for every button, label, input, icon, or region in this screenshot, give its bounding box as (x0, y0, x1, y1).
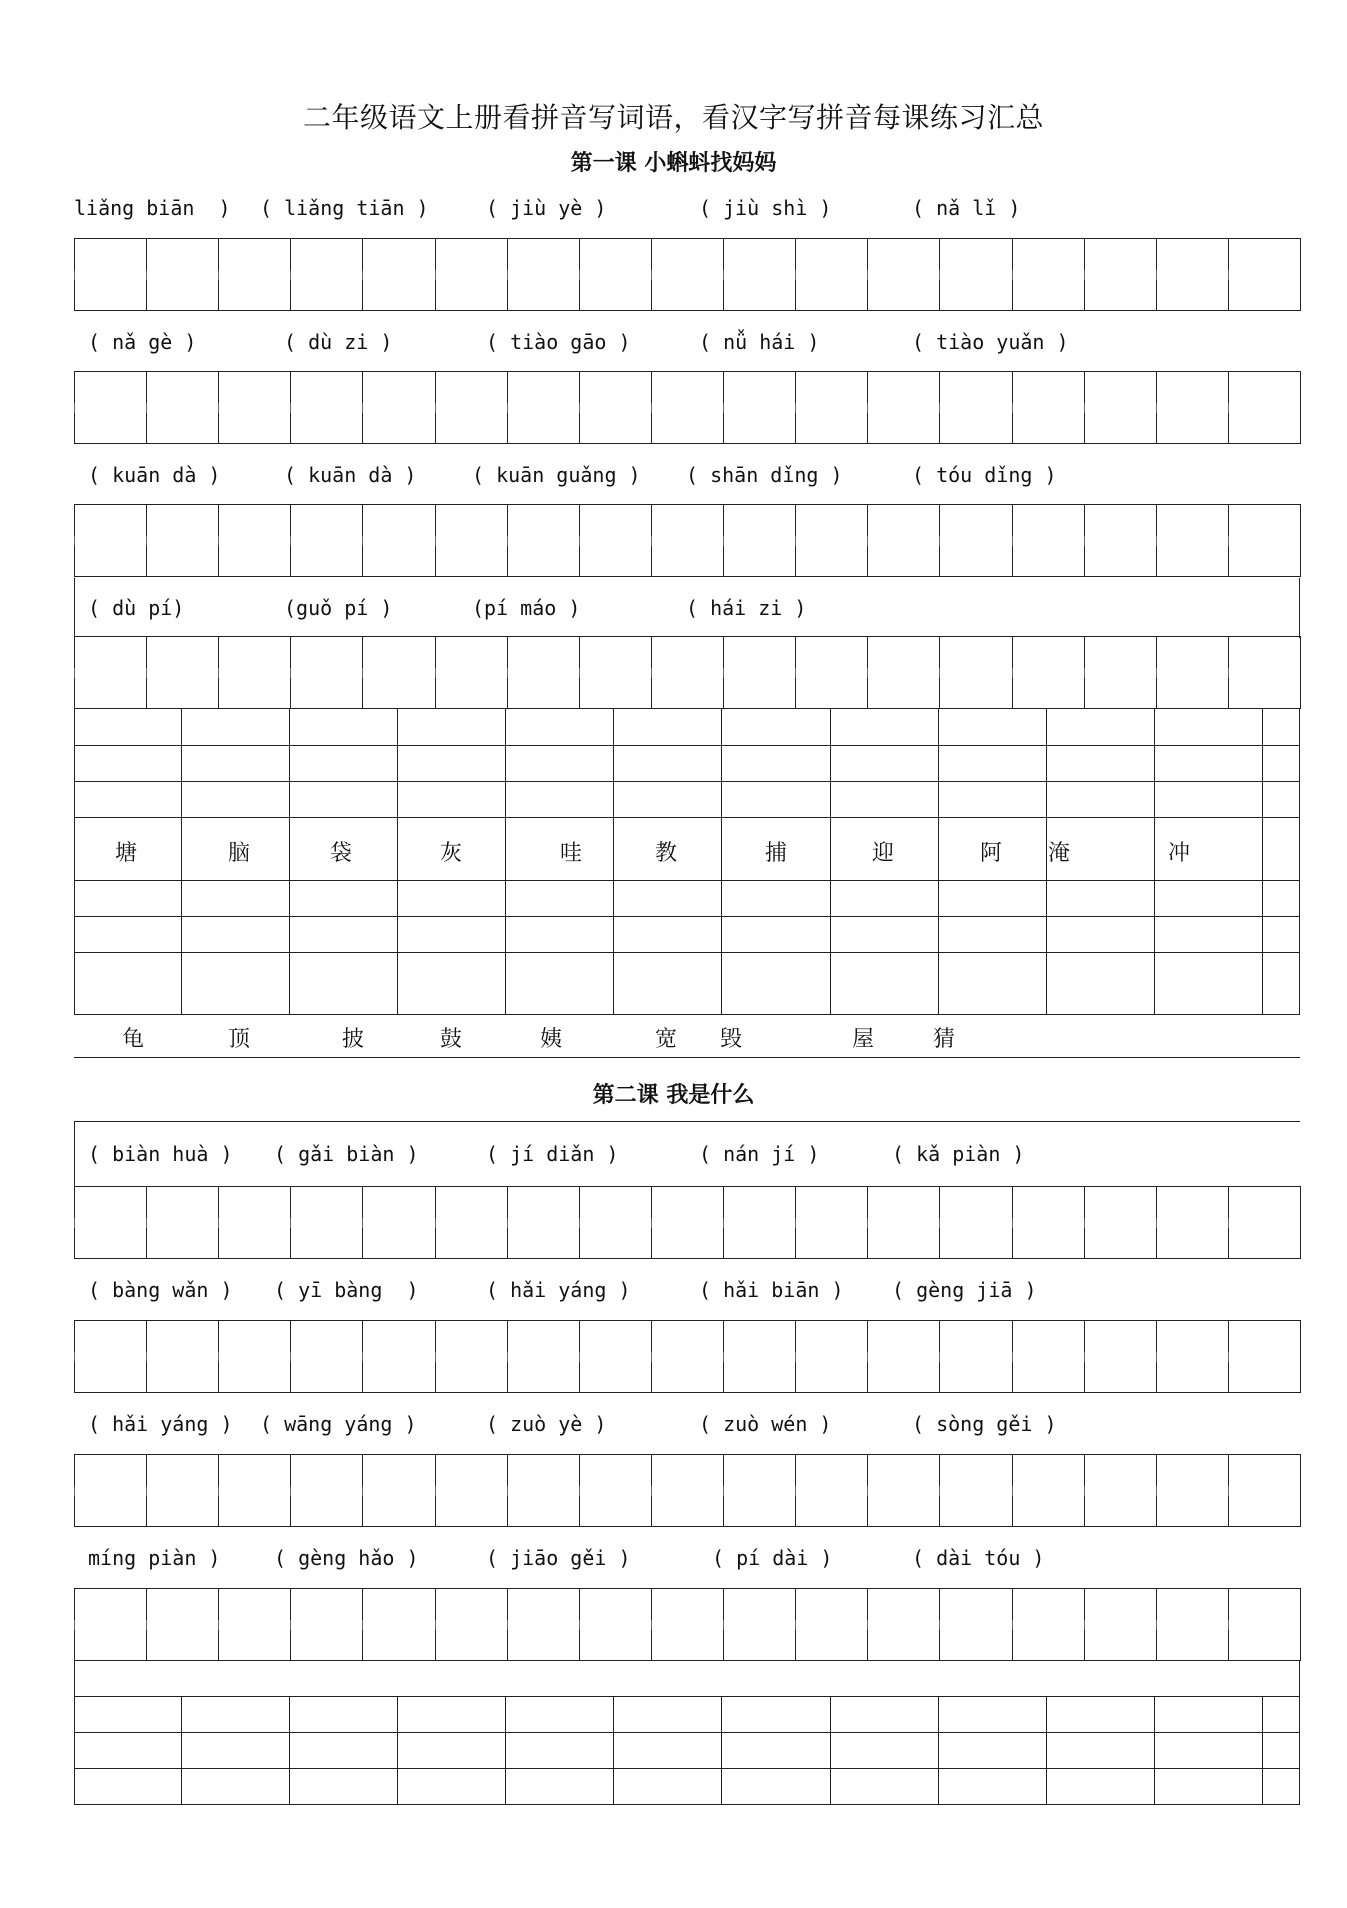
writing-grid (74, 1320, 1301, 1393)
hanzi-char: 鼓 (440, 1027, 463, 1052)
pinyin-item: ( bàng wǎn ) (88, 1278, 233, 1302)
hanzi-char: 袋 (330, 841, 353, 866)
lesson1-pinyin-row (74, 196, 1294, 232)
pinyin-item: ( kuān dà ) (284, 463, 417, 487)
hanzi-char: 猜 (933, 1027, 956, 1052)
hanzi-char: 哇 (560, 841, 583, 866)
hanzi-char: 淹 (1048, 841, 1071, 866)
pinyin-item: (pí máo ) (472, 596, 581, 620)
pinyin-item: ( kuān guǎng ) (472, 463, 641, 487)
writing-grid (74, 1186, 1301, 1259)
pinyin-item: ( nán jí ) (699, 1142, 820, 1166)
hanzi-char: 脑 (228, 841, 251, 866)
lesson2-pinyin-row (74, 1278, 1294, 1314)
pinyin-item: ( jiù shì ) (699, 196, 832, 220)
lesson2-pinyin-row (74, 1412, 1294, 1448)
pinyin-item: ( dài tóu ) (912, 1546, 1045, 1570)
hanzi-char: 塘 (115, 841, 138, 866)
page-title: 二年级语文上册看拼音写词语，看汉字写拼音每课练习汇总 (302, 101, 1044, 134)
hanzi-char: 姨 (540, 1027, 563, 1052)
hanzi-char: 捕 (765, 841, 788, 866)
lesson1-pinyin-row (74, 463, 1294, 499)
pinyin-item: ( liǎng tiān ) (260, 196, 429, 220)
pinyin-item: ( tiào gāo ) (486, 330, 631, 354)
writing-grid (74, 504, 1301, 577)
writing-grid (74, 636, 1301, 709)
hanzi-char: 宽 (655, 1027, 678, 1052)
hanzi-char: 顶 (228, 1027, 251, 1052)
hanzi-char: 毁 (720, 1027, 743, 1052)
pinyin-item: ( dù zi ) (284, 330, 393, 354)
lesson1-pinyin-row (74, 596, 1294, 632)
pinyin-item: ( zuò yè ) (486, 1412, 607, 1436)
pinyin-item: ( shān dǐng ) (686, 463, 843, 487)
pinyin-item: ( tóu dǐng ) (912, 463, 1057, 487)
pinyin-item: ( dù pí) (88, 596, 185, 620)
pinyin-item: ( zuò wén ) (699, 1412, 832, 1436)
pinyin-item: ( jí diǎn ) (486, 1142, 619, 1166)
hanzi-char: 披 (342, 1027, 365, 1052)
pinyin-item: ( gèng jiā ) (892, 1278, 1037, 1302)
lesson1-pinyin-row (74, 330, 1294, 366)
pinyin-item: ( jiù yè ) (486, 196, 607, 220)
hanzi-char: 迎 (872, 841, 895, 866)
pinyin-item: ( gǎi biàn ) (274, 1142, 419, 1166)
pinyin-item: ( pí dài ) (712, 1546, 833, 1570)
pinyin-item: ( hǎi yáng ) (486, 1278, 631, 1302)
writing-grid (74, 1588, 1301, 1661)
hanzi-char: 冲 (1168, 841, 1191, 866)
pinyin-item: ( sòng gěi ) (912, 1412, 1057, 1436)
pinyin-item: ( nǎ gè ) (88, 330, 197, 354)
pinyin-item: ( nǚ hái ) (699, 330, 820, 354)
pinyin-item: ( kǎ piàn ) (892, 1142, 1025, 1166)
pinyin-item: ( hái zi ) (686, 596, 807, 620)
hanzi-char: 龟 (122, 1027, 145, 1052)
pinyin-item: liǎng biān ) (74, 196, 231, 220)
hanzi-char: 屋 (852, 1027, 875, 1052)
hanzi-char: 教 (655, 841, 678, 866)
pinyin-item: ( gèng hǎo ) (274, 1546, 419, 1570)
lesson2-pinyin-row (74, 1142, 1294, 1178)
pinyin-item: ( nǎ lǐ ) (912, 196, 1021, 220)
pinyin-item: ( biàn huà ) (88, 1142, 233, 1166)
pinyin-item: ( jiāo gěi ) (486, 1546, 631, 1570)
pinyin-item: (guǒ pí ) (284, 596, 393, 620)
pinyin-item: ( hǎi yáng ) (88, 1412, 233, 1436)
pinyin-item: ( wāng yáng ) (260, 1412, 417, 1436)
lesson2-title: 第二课 我是什么 (592, 1083, 755, 1108)
hanzi-char: 灰 (440, 841, 463, 866)
pinyin-item: míng piàn ) (88, 1546, 221, 1570)
pinyin-item: ( hǎi biān ) (699, 1278, 844, 1302)
lesson2-pinyin-row (74, 1546, 1294, 1582)
pinyin-item: ( yī bàng ) (274, 1278, 419, 1302)
pinyin-item: ( tiào yuǎn ) (912, 330, 1069, 354)
lesson1-title: 第一课 小蝌蚪找妈妈 (570, 151, 777, 176)
hanzi-char: 阿 (980, 841, 1003, 866)
pinyin-item: ( kuān dà ) (88, 463, 221, 487)
writing-grid (74, 371, 1301, 444)
writing-grid (74, 238, 1301, 311)
writing-grid (74, 1454, 1301, 1527)
